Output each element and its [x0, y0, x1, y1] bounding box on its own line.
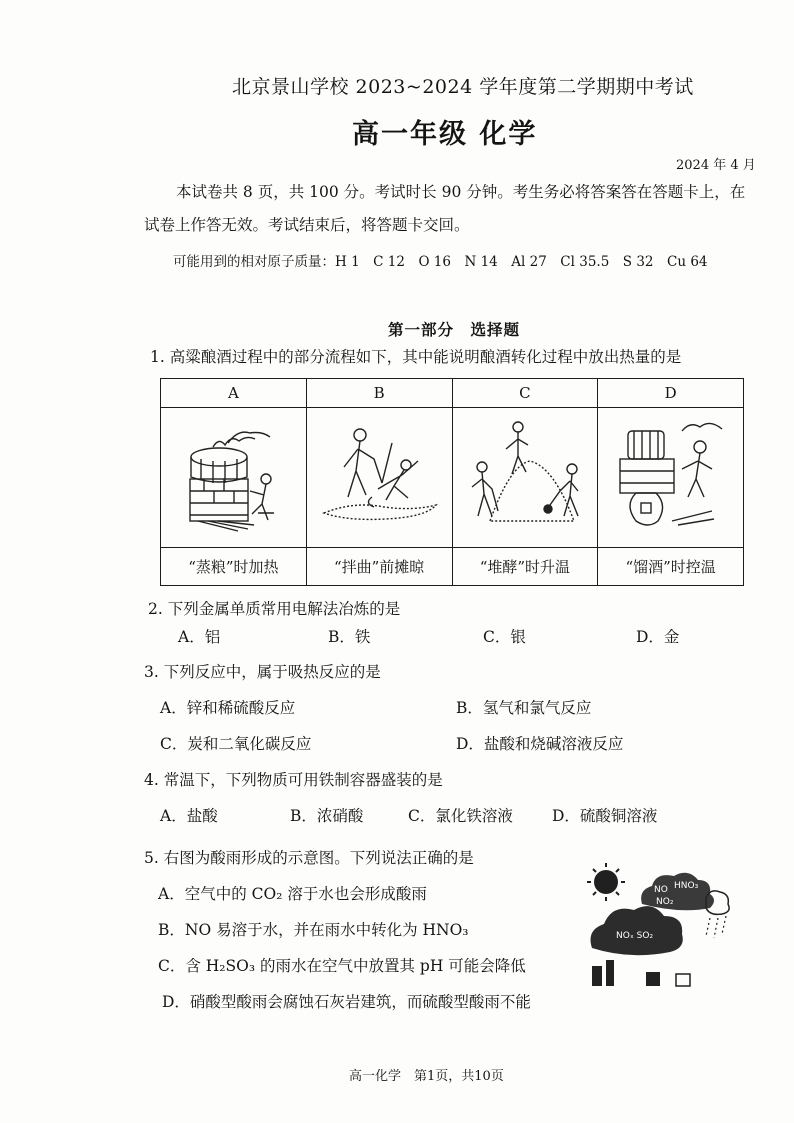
option-c: C．银 — [483, 628, 526, 646]
still-icon — [606, 417, 736, 537]
fermenting-illustration — [452, 407, 598, 548]
exam-school-title: 北京景山学校 2023~2024 学年度第二学期期中考试 — [232, 76, 694, 98]
option-d: D．硫酸铜溶液 — [552, 807, 658, 825]
question-3-stem: 3. 下列反应中，属于吸热反应的是 — [144, 663, 381, 681]
question-5-stem: 5. 右图为酸雨形成的示意图。下列说法正确的是 — [144, 849, 474, 867]
column-letter: A — [161, 379, 307, 408]
no-label: NO — [654, 885, 668, 895]
option-c: C．炭和二氧化碳反应 — [160, 735, 312, 753]
option-b: B．NO 易溶于水，并在雨水中转化为 HNO₃ — [158, 921, 469, 939]
pile-icon — [460, 417, 590, 537]
exam-date: 2024 年 4 月 — [676, 158, 756, 173]
distilling-illustration — [598, 407, 744, 548]
exam-subject-title: 高一年级 化学 — [352, 119, 538, 150]
spreading-illustration — [306, 407, 452, 548]
steaming-illustration — [161, 407, 307, 548]
option-b: B．铁 — [328, 628, 371, 646]
page-footer: 高一化学 第1页，共10页 — [349, 1069, 504, 1084]
factory-icon — [592, 960, 690, 986]
steamer-icon — [168, 417, 298, 537]
workers-icon — [314, 417, 444, 537]
question-2-stem: 2. 下列金属单质常用电解法冶炼的是 — [148, 600, 401, 618]
no2-label: NO₂ — [656, 897, 674, 907]
option-b: B．浓硝酸 — [290, 807, 364, 825]
question-1-table — [160, 378, 744, 586]
hno3-label: HNO₃ — [674, 881, 699, 891]
question-4-stem: 4. 常温下，下列物质可用铁制容器盛装的是 — [144, 771, 443, 789]
option-b: B．氢气和氯气反应 — [456, 699, 592, 717]
option-a: A．空气中的 CO₂ 溶于水也会形成酸雨 — [158, 885, 427, 903]
option-a: A．锌和稀硫酸反应 — [160, 699, 296, 717]
option-d: D．金 — [636, 628, 680, 646]
exam-instructions: 本试卷共 8 页，共 100 分。考试时长 90 分钟。考生务必将答案答在答题卡上，在试卷上作答无效。考试结束后，将答题卡交回。 — [144, 183, 746, 234]
option-d: D．盐酸和烧碱溶液反应 — [456, 735, 624, 753]
option-a: A．盐酸 — [160, 807, 218, 825]
option-c: C．氯化铁溶液 — [408, 807, 513, 825]
column-letter: B — [306, 379, 452, 408]
nox-so2-label: NOₓ SO₂ — [616, 931, 654, 941]
question-1-stem: 1. 高粱酿酒过程中的部分流程如下，其中能说明酿酒转化过程中放出热量的是 — [150, 348, 682, 366]
section-title: 第一部分 选择题 — [388, 320, 521, 339]
atomic-masses: 可能用到的相对原子质量：H 1 C 12 O 16 N 14 Al 27 Cl 35.5 S 32 Cu 64 — [173, 254, 708, 270]
acid-rain-diagram — [584, 862, 734, 990]
column-letter: C — [452, 379, 598, 408]
option-a: A．铝 — [178, 628, 221, 646]
rain-icon — [706, 916, 726, 938]
sun-icon — [587, 863, 625, 901]
option-d: D．硝酸型酸雨会腐蚀石灰岩建筑，而硫酸型酸雨不能 — [162, 993, 531, 1011]
upper-cloud-icon — [641, 873, 714, 910]
column-caption: “馏酒”时控温 — [598, 548, 744, 586]
column-caption: “拌曲”前摊晾 — [306, 548, 452, 586]
column-caption: “蒸粮”时加热 — [161, 548, 307, 586]
option-c: C．含 H₂SO₃ 的雨水在空气中放置其 pH 可能会降低 — [158, 957, 526, 975]
column-letter: D — [598, 379, 744, 408]
column-caption: “堆酵”时升温 — [452, 548, 598, 586]
